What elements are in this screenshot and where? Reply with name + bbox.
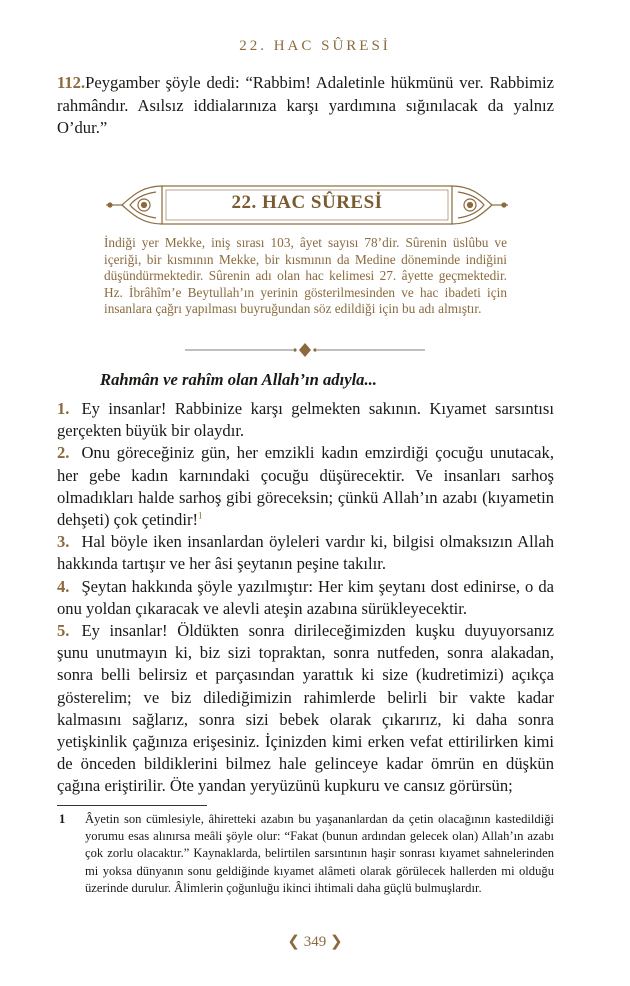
verse-text: Ey insanlar! Öldükten sonra dirileceğimizden kuşku duyuyorsanız şunu unutmayın ki, biz sizi topraktan, sonra nutfeden, sonra alakadan, sonra belli belirsiz et parçasından yarattık ki size (kudretimizi) açıkça gösterelim; ve biz dilediğimizin rahimlerde belirli bir vakte kadar kalmasını sağlarız, sonra sizi bebek olarak çıkarırız, ki daha sonra yetişkinlik çağınıza erişesiniz. İçinizden kimi erken vefat ettirilirken kimi de önceden bildiklerini bilmez hale gelinceye kadar ömrün en düşkün çağına eriştirilir. Öte yandan yeryüzünü kupkuru ve cansız görürsün; [57, 621, 554, 796]
surah-title: 22. HAC SÛRESİ [231, 192, 383, 213]
surah-title-banner [104, 180, 510, 230]
footnote [57, 811, 554, 897]
footnote-number: 1 [59, 812, 66, 826]
page-number [0, 932, 630, 951]
verse-number: 112. [57, 73, 86, 92]
verse-text: Şeytan hakkında şöyle yazılmıştır: Her kim şeytanı dost edinirse, o da onu yoldan çıkaracak ve alevli ateşin azabına sürükleyecektir. [57, 576, 554, 618]
previous-verse [57, 72, 554, 140]
verse-number: 1. [57, 399, 70, 418]
verse [57, 620, 554, 798]
verse [57, 442, 554, 531]
verse-number: 2. [57, 443, 70, 463]
right-bracket-ornament-icon: ❯ [326, 934, 343, 950]
verse-number: 4. [57, 576, 70, 596]
verse-text: Ey insanlar! Rabbinize karşı gelmekten sakının. Kıyamet sarsıntısı gerçekten büyük bir olaydır. [57, 399, 554, 441]
footnote-text: Âyetin son cümlesiyle, âhiretteki azabın bu yaşananlardan da çetin olacağının kastedildiği yorumu esas alınırsa meâli şöyle olur: “Fakat (bunun ardından gelecek olan) Allah’ın azabı çok zorlu olacaktır.” Kaynaklarda, belirtilen sarsıntının haşir sonrası kıyamet sahnelerinden mi yoksa dünyanın sonu geldiğinde kıyamet alâmeti olarak görülecek hallerden mi olduğu üzerinde durulur. Âlimlerin çoğunluğu ikinci ihtimali daha güçlü bulmuşlardır. [85, 812, 554, 895]
footnote-reference[interactable]: 1 [198, 510, 203, 521]
left-bracket-ornament-icon: ❮ [287, 934, 304, 950]
verse [57, 398, 554, 442]
verse [57, 531, 554, 575]
verse-text: Peygamber şöyle dedi: “Rabbim! Adaletinle hükmünü ver. Rabbimiz rahmândır. Asılsız iddialarınıza karşı yardımına sığınılacak da yalnız O’dur.” [57, 73, 554, 137]
verses-list [57, 398, 554, 798]
verse-text: Onu göreceğiniz gün, her emzikli kadın emzirdiği çocuğu unutacak, her gebe kadın karnındaki çocuğu düşürecektir. Ve insanları sarhoş olmadıkları halde sarhoş gibi göreceksin; çünkü Allah’ın azabı (kıyametin dehşeti) çok çetindir! [57, 443, 554, 530]
verse-number: 5. [57, 621, 70, 641]
page-number-value: 349 [303, 934, 327, 950]
ornament-divider-icon [185, 343, 425, 357]
verse-text: Hal böyle iken insanlardan öyleleri vardır ki, bilgisi olmaksızın Allah hakkında tartışır ve her âsi şeytanın peşine takılır. [57, 532, 554, 574]
running-head: 22. HAC SÛRESİ [239, 38, 391, 54]
footnote-separator [57, 805, 207, 806]
surah-introduction: İndiği yer Mekke, iniş sırası 103, âyet sayısı 78’dir. Sûrenin üslûbu ve içeriği, bir kısmının Mekke, bir kısmının da Medine döneminde indiğini düşündürmektedir. Sûrenin adı olan hac kelimesi 27. âyette geçmektedir. Hz. İbrâhîm’e Beytullah’ın yerinin gösterilmesinden ve hac ibadeti için insanlara çağrı yapılması buyruğundan söz edildiği için bu adı almıştır. [104, 235, 507, 317]
verse [57, 576, 554, 620]
basmala: Rahmân ve rahîm olan Allah’ın adıyla... [100, 370, 377, 389]
verse-number: 3. [57, 532, 70, 552]
